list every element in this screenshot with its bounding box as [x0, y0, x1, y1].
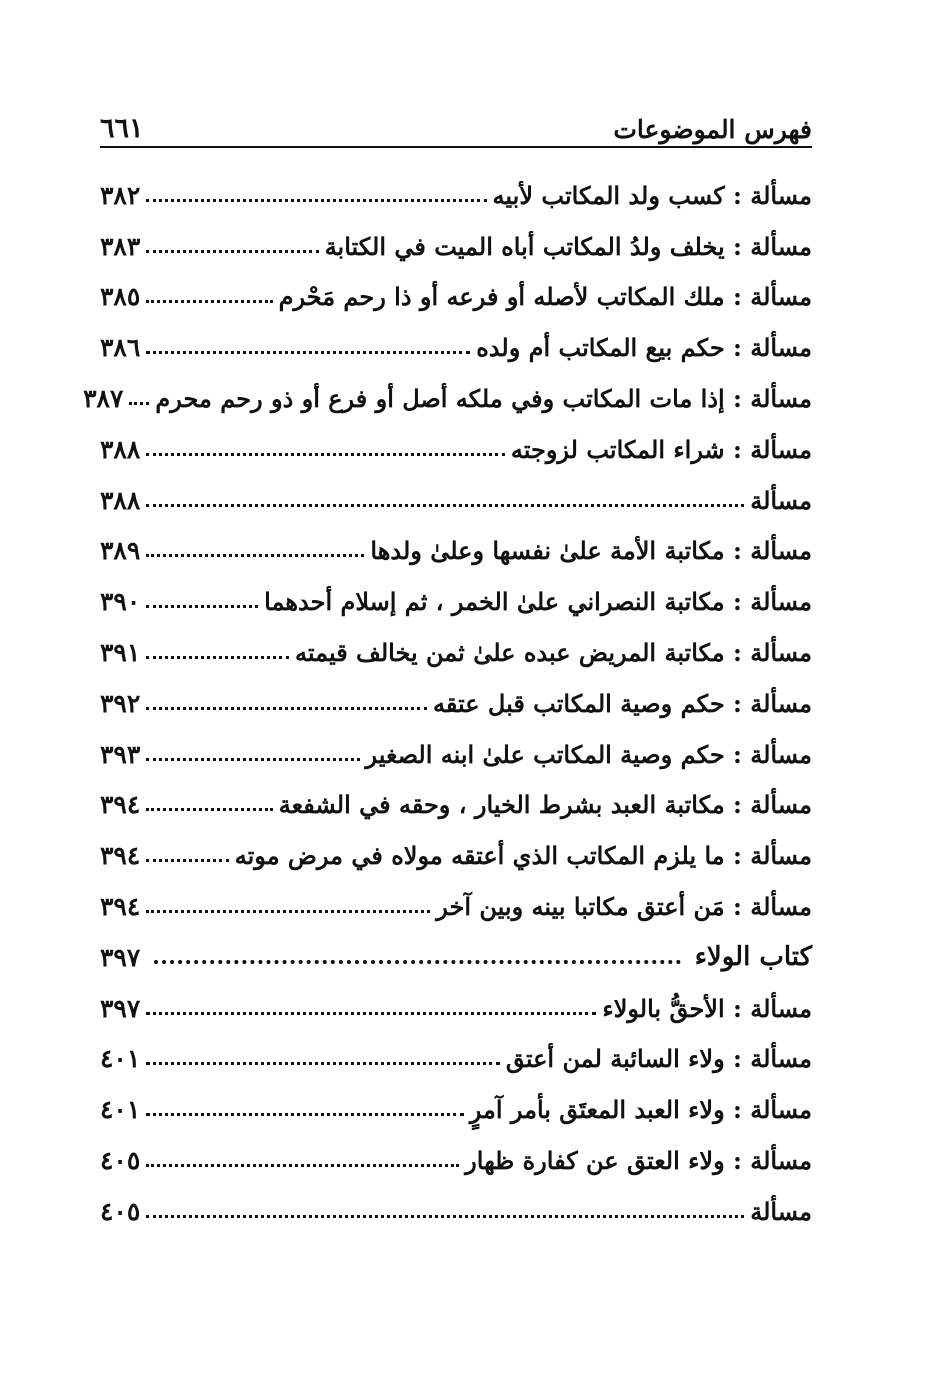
- dot-leader: [146, 808, 273, 811]
- toc-entry-text: مسألة : ولاء العبد المعتَق بأمر آمرٍ: [469, 1095, 812, 1125]
- toc-heading-text: كتاب الولاء: [694, 942, 812, 973]
- toc-page-number: ٣٩٧: [100, 942, 141, 972]
- toc-page-number: ٣٩٧: [100, 993, 141, 1023]
- toc-entry-text: مسألة : ولاء العتق عن كفارة ظهار: [465, 1146, 812, 1176]
- running-header: [100, 98, 812, 148]
- toc-row: [100, 780, 812, 831]
- dot-leader: [146, 1062, 500, 1065]
- toc-page-number: ٣٨٣: [100, 231, 141, 261]
- dot-leader: [146, 250, 318, 253]
- dot-leader: [146, 707, 427, 710]
- toc-entry-text: مسألة : ملك المكاتب لأصله أو فرعه أو ذا رحم مَحْرم: [278, 282, 812, 312]
- toc-entry-text: مسألة : مَن أعتق مكاتبا بينه وبين آخر: [436, 892, 812, 922]
- dot-leader: [146, 199, 486, 202]
- toc-entry-text: مسألة : مكاتبة العبد بشرط الخيار ، وحقه في الشفعة: [278, 790, 812, 820]
- toc-page-number: ٣٨٩: [100, 536, 141, 566]
- toc-row: [100, 881, 812, 932]
- toc-page-number: ٤٠٥: [100, 1146, 141, 1176]
- toc-page-number: ٣٩٢: [100, 688, 141, 718]
- toc-page-number: ٣٩٤: [100, 892, 141, 922]
- toc-row: [100, 1084, 812, 1135]
- toc-row: [100, 424, 812, 475]
- dot-leader: [146, 605, 258, 608]
- toc-entry-text: مسألة : حكم وصية المكاتب قبل عتقه: [432, 688, 812, 718]
- toc-row: [100, 983, 812, 1034]
- dot-leader: [146, 1113, 463, 1116]
- toc-row: [100, 830, 812, 881]
- toc-row: [100, 729, 812, 780]
- toc-entry-text: مسألة : مكاتبة النصراني علىٰ الخمر ، ثم إسلام أحدهما: [264, 587, 812, 617]
- toc-row: [100, 678, 812, 729]
- dot-leader: [146, 300, 272, 303]
- toc-page-number: ٤٠١: [100, 1095, 141, 1125]
- toc-row: [100, 1186, 812, 1237]
- table-of-contents: [83, 170, 812, 1237]
- toc-heading-row: [100, 932, 812, 983]
- toc-row: [100, 526, 812, 577]
- dot-leader: [146, 1012, 596, 1015]
- toc-row: [100, 1034, 812, 1085]
- dot-leader: [146, 453, 505, 456]
- dot-leader: [146, 504, 744, 507]
- toc-page-number: ٤٠٥: [100, 1196, 141, 1226]
- toc-page-number: ٣٨٨: [100, 434, 141, 464]
- toc-page-number: ٣٩١: [100, 638, 141, 668]
- toc-entry-text: مسألة : ما يلزم المكاتب الذي أعتقه مولاه في مرض موته: [234, 841, 812, 871]
- toc-page-number: ٣٩٣: [100, 739, 141, 769]
- toc-row: [100, 576, 812, 627]
- dot-leader: [146, 656, 289, 659]
- toc-entry-text: مسألة : حكم وصية المكاتب علىٰ ابنه الصغير: [365, 739, 812, 769]
- toc-row: [100, 1135, 812, 1186]
- toc-page-number: ٣٨٨: [100, 485, 141, 515]
- toc-row: [100, 170, 812, 221]
- dot-leader: [146, 554, 364, 557]
- header-title: فهرس الموضوعات: [613, 115, 812, 144]
- toc-page-number: ٣٩٤: [100, 790, 141, 820]
- toc-row: [100, 627, 812, 678]
- toc-entry-text: مسألة : حكم بيع المكاتب أم ولده: [476, 333, 812, 363]
- toc-entry-text: مسألة : كسب ولد المكاتب لأبيه: [492, 180, 812, 210]
- dot-leader: [146, 1215, 744, 1218]
- toc-page-number: ٣٨٥: [100, 282, 141, 312]
- toc-row: [100, 475, 812, 526]
- toc-entry-text: مسألة : الأحقُّ بالولاء: [602, 993, 812, 1023]
- page-number: ٦٦١: [100, 113, 144, 144]
- toc-row: [100, 221, 812, 272]
- toc-row: [83, 373, 812, 424]
- toc-page-number: ٣٨٦: [100, 333, 141, 363]
- dot-leader: [154, 960, 680, 964]
- toc-page-number: ٤٠١: [100, 1044, 141, 1074]
- toc-page-number: ٣٨٧: [83, 384, 124, 414]
- dot-leader: [146, 758, 359, 761]
- toc-entry-text: مسألة : يخلف ولدُ المكاتب أباه الميت في الكتابة: [324, 231, 812, 261]
- toc-page-number: ٣٨٢: [100, 180, 141, 210]
- toc-entry-text: مسألة : شراء المكاتب لزوجته: [510, 434, 812, 464]
- toc-entry-text: مسألة : مكاتبة المريض عبده علىٰ ثمن يخالف قيمته: [294, 638, 812, 668]
- toc-row: [100, 322, 812, 373]
- dot-leader: [146, 859, 228, 862]
- dot-leader: [129, 402, 149, 405]
- toc-page-number: ٣٩٤: [100, 841, 141, 871]
- toc-entry-text: مسألة: [750, 1196, 812, 1226]
- toc-entry-text: مسألة : مكاتبة الأمة علىٰ نفسها وعلىٰ ولدها: [370, 536, 812, 566]
- toc-page-number: ٣٩٠: [100, 587, 141, 617]
- toc-entry-text: مسألة : ولاء السائبة لمن أعتق: [505, 1044, 812, 1074]
- dot-leader: [146, 910, 430, 913]
- toc-entry-text: مسألة : إذا مات المكاتب وفي ملكه أصل أو فرع أو ذو رحم محرم: [155, 384, 812, 414]
- toc-row: [100, 272, 812, 323]
- dot-leader: [146, 1164, 459, 1167]
- toc-entry-text: مسألة: [750, 485, 812, 515]
- dot-leader: [146, 351, 470, 354]
